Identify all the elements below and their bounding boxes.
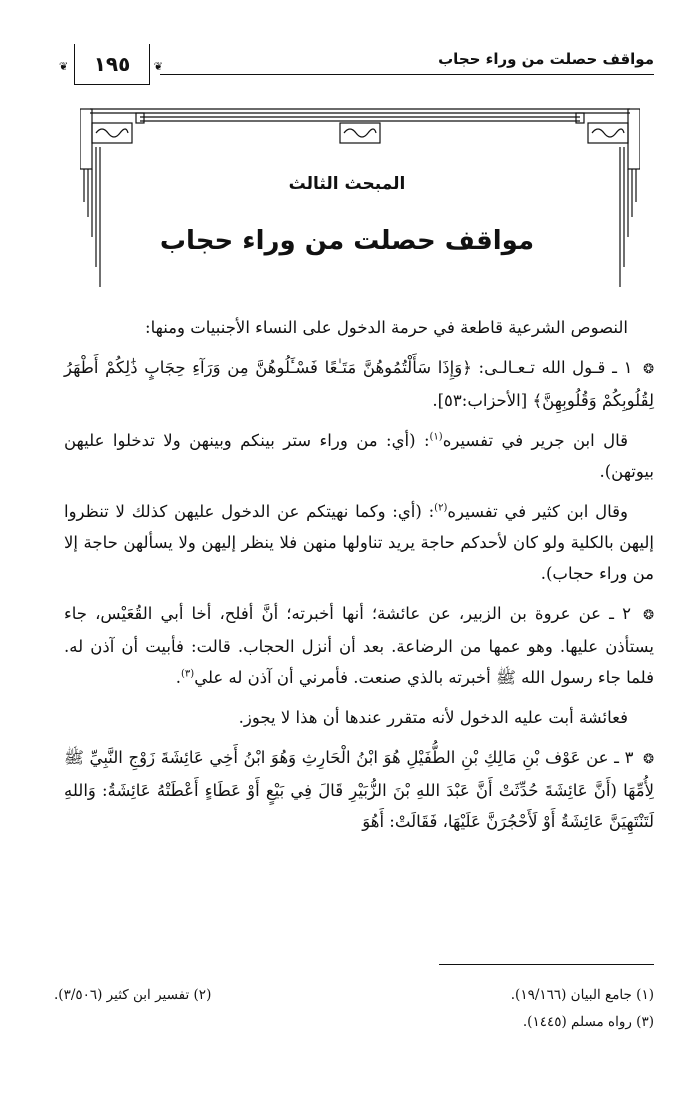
page-title: مواقف حصلت من وراء حجاب [159, 226, 535, 256]
ibn-kathir-text: وقال ابن كثير في تفسيره [447, 502, 628, 521]
footnotes [54, 982, 654, 1036]
item-1-prefix: ١ ـ قـول الله تـعـالـى: [471, 358, 633, 377]
page-header [60, 44, 654, 94]
running-title: مواقف حصلت من وراء حجاب [438, 50, 654, 68]
item-2-end: . [175, 668, 181, 687]
footnote-row [54, 1009, 654, 1036]
bullet-icon: ❂ [643, 752, 654, 767]
section-label: المبحث الثالث [288, 174, 406, 194]
footnote-marker: (٣) [181, 668, 195, 680]
footnote-row [54, 982, 654, 1009]
footnote-marker: (١) [429, 431, 443, 443]
item-1-paragraph [64, 352, 654, 416]
footnote-2: (٢) تفسير ابن كثير (٣/٥٠٦). [54, 987, 212, 1003]
item-3-paragraph [64, 742, 654, 837]
footnote-marker: (٢) [434, 502, 448, 514]
aisha-paragraph: فعائشة أبت عليه الدخول لأنه متقرر عندها أن هذا لا يجوز. [238, 708, 628, 727]
ibn-jarir-text: قال ابن جرير في تفسيره [442, 431, 628, 450]
footnote-3: (٣) رواه مسلم (١٤٤٥). [522, 1014, 654, 1030]
body-text [64, 312, 654, 846]
intro-paragraph: النصوص الشرعية قاطعة في حرمة الدخول على النساء الأجنبيات ومنها: [145, 318, 628, 337]
ibn-kathir-quote: : (أي: وكما نهيتكم عن الدخول عليهن كذلك لا تنظروا إليهن بالكلية ولو كان لأحدكم حاجة يريد تناولها منهن فلا ينظر إليهن ولا يسألهن حاجة إلا من وراء حجاب). [64, 502, 654, 583]
bullet-icon: ❂ [643, 608, 654, 623]
bullet-icon: ❂ [643, 362, 654, 377]
item-3-text: ٣ ـ عن عَوْف بْنِ مَالِكِ بْنِ الطُّفَيْلِ هُوَ ابْنُ الْحَارِثِ وَهُوَ ابْنُ أَخِي عَائِشَةَ زَوْجِ النَّبِيِّ ﷺ لِأُمِّهَا (أَنَّ عَائِشَةَ حُدِّثَتْ أَنَّ عَبْدَ اللهِ بْنَ الزُّبَيْرِ قَالَ فِي بَيْعٍ أَوْ عَطَاءٍ أَعْطَتْهُ عَائِشَةُ: وَاللهِ لَتَنْتَهِيَنَّ عَائِشَةُ أَوْ لَأَحْجُرَنَّ عَلَيْهَا، فَقَالَتْ: أَهُوَ [64, 748, 654, 831]
ibn-jarir-paragraph [64, 425, 654, 487]
verse-reference: [الأحزاب:٥٣]. [432, 391, 528, 410]
item-2-text: ٢ ـ عن عروة بن الزبير، عن عائشة؛ أنها أخبرته؛ أنَّ أفلح، أخا أبي القُعَيْس، جاء يستأذن عليها. وهو عمها من الرضاعة. بعد أن أنزل الحجاب. قالت: فأبيت أن آذن له. فلما جاء رسول الله ﷺ أخبرته بالذي صنعت. فأمرني أن آذن له علي [64, 604, 654, 687]
frame-border-icon [80, 107, 640, 297]
decorative-frame [80, 107, 640, 297]
header-rule [160, 74, 654, 75]
ibn-jarir-quote: : (أي: من وراء ستر بينكم وبينهن ولا تدخلوا عليهن بيوتهن). [64, 431, 654, 481]
leaf-ornament-icon: ❦ [59, 60, 69, 73]
quran-verse: ﴿وَإِذَا سَأَلْتُمُوهُنَّ مَتَـٰعًا فَسْـَٔلُوهُنَّ مِن وَرَآءِ حِجَابٍ ذَٰلِكُمْ أَطْهَرُ لِقُلُوبِكُمْ وَقُلُوبِهِنَّ﴾ [64, 358, 654, 410]
ibn-kathir-paragraph [64, 496, 654, 589]
item-2-paragraph [64, 598, 654, 693]
leaf-ornament-icon: ❦ [153, 60, 163, 73]
footnote-1: (١) جامع البيان (١٩/١٦٦). [510, 987, 654, 1003]
page-number: ١٩٥ [93, 52, 131, 76]
page-number-box [59, 44, 163, 85]
footnote-rule [439, 964, 654, 965]
